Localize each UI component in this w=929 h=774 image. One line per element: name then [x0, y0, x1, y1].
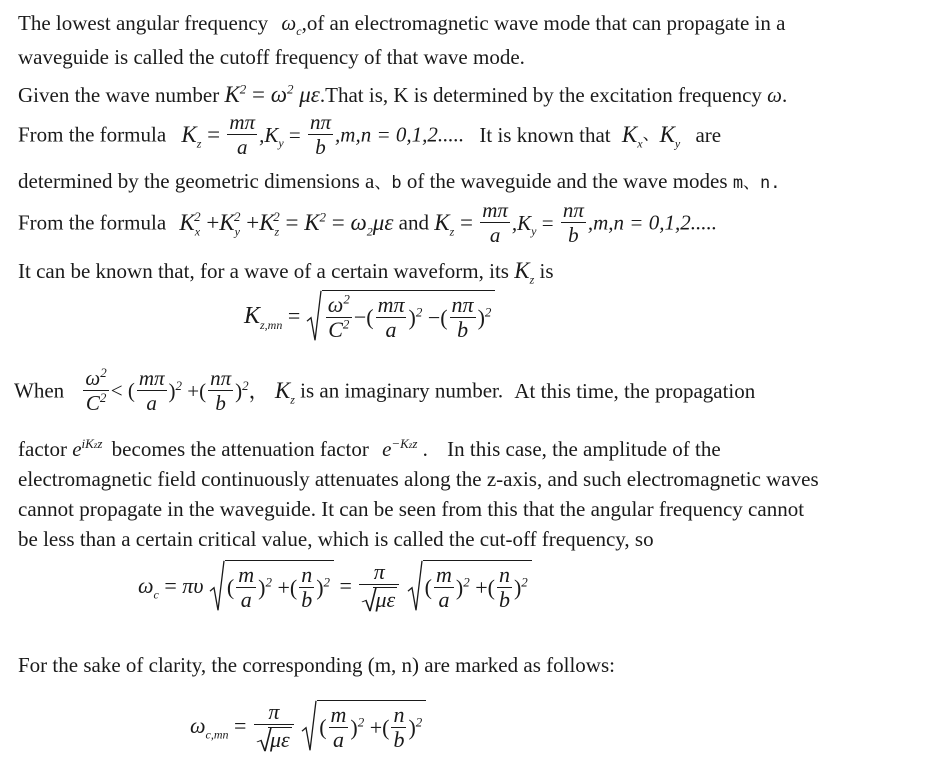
p4c: are: [695, 122, 722, 147]
kz-equation: $K_{z,mn}$ = $\frac{\omega^2}{C^2}$ −( $\frac{m\pi}{a}$ )$^2$ −( $\frac{n\pi}{b}$ )$^2$: [244, 290, 495, 342]
text-line-8: When $\frac{\omega^2}{C^2}$ < ( $\frac{m\pi}{a}$ )$^2$ +( $\frac{n\pi}{b}$ )$^2$， $K_z$ is an imaginary number. At this time, the propagation: [14, 365, 756, 415]
p1a: The lowest angular frequency: [18, 11, 269, 35]
text-line-5: [18, 168, 781, 196]
p8c: At this time, the propagation: [514, 378, 756, 403]
text-line-1: The lowest angular frequency $\omega_c,of$ an electromagnetic wave mode that can propagate in a: [18, 11, 786, 39]
text-line-9: factor $e^{iKzz}$ becomes the attenuation factor $e^{-Kzz}$ . In this case, the amplitude of the: [18, 436, 721, 461]
p2: waveguide is called the cutoff frequency of that wave mode.: [18, 45, 525, 69]
p10: electromagnetic field continuously attenuates along the z-axis, and such electromagnetic waves: [18, 467, 819, 491]
p9a: factor: [18, 437, 67, 461]
text-line-7: It can be known that, for a wave of a certain waveform, its $K_z$ is: [18, 258, 554, 287]
text-line-11: [18, 496, 804, 522]
omega-cmn-equation: $\omega_{c,mn}$ = $\frac{\pi}{\mu\varepsilon}$ ( $\frac{m}{a}$ )$^2$ +( $\frac{n}{b}$ )$^2$: [190, 700, 426, 752]
text-line-2: [18, 44, 525, 70]
p6a: From the formula: [18, 210, 167, 235]
p4b: It is known that: [479, 122, 611, 147]
p5b: of the waveguide and the wave modes: [406, 169, 728, 193]
p8b: is an imaginary number.: [300, 378, 504, 403]
mn-range: ,m,n = 0,1,2.....: [335, 122, 465, 147]
p5a: determined by the geometric dimensions a: [18, 169, 375, 193]
p11: cannot propagate in the waveguide. It can be seen from this that the angular frequency cannot: [18, 497, 805, 521]
p9c: In this case, the amplitude of the: [447, 437, 721, 461]
p9b: becomes the attenuation factor: [111, 437, 369, 461]
text-line-10: [18, 466, 819, 492]
p7a: It can be known that, for a wave of a certain waveform, its: [18, 259, 509, 283]
text-line-6: From the formula $K_x^2 +K_y^2 +K_z^2 = K^2 = \omega_2\mu\varepsilon$ and $K_z$ = $\frac{m\pi}{a}$ $,K_y$ = $\frac{n\pi}{b}$ ,m,n = 0,1,2.....: [18, 198, 717, 247]
b-letter: b: [391, 173, 402, 193]
p12: be less than a certain critical value, which is called the cut-off frequency, so: [18, 527, 654, 551]
text-line-3: Given the wave number $K^2 = \omega^2$ με.That is, K is determined by the excitation frequency ω.: [18, 81, 788, 107]
p13: For the sake of clarity, the corresponding (m, n) are marked as follows:: [18, 653, 615, 677]
p8a: When: [14, 378, 65, 403]
p7b: is: [539, 259, 554, 283]
p3b: .That is, K is determined by the excitation frequency: [319, 83, 762, 107]
text-line-12: [18, 526, 654, 552]
p4a: From the formula: [18, 122, 167, 147]
omega-c-equation: $\omega_c = \pi\upsilon$ ( $\frac{m}{a}$ )$^2$ +( $\frac{n}{b}$ )$^2$ = $\frac{\pi}{\mu\varepsilon}$ ( $\frac{m}{a}$ )$^2$ +( $\frac{n}{b}$ )$^2$: [138, 560, 532, 612]
sep: 、: [374, 173, 392, 193]
text-line-13: [18, 652, 615, 678]
text-line-4: From the formula $K_z$ = $\frac{m\pi}{a}$ $,K_y$ = $\frac{n\pi}{b}$ ,m,n = 0,1,2..... It is known that $K_x$、$K_y$ are: [18, 110, 722, 159]
p3a: Given the wave number: [18, 83, 220, 107]
mn-letters: m、n.: [732, 173, 781, 193]
p1b: ,of an electromagnetic wave mode that can propagate in a: [301, 11, 786, 35]
p6b: and: [398, 210, 429, 235]
